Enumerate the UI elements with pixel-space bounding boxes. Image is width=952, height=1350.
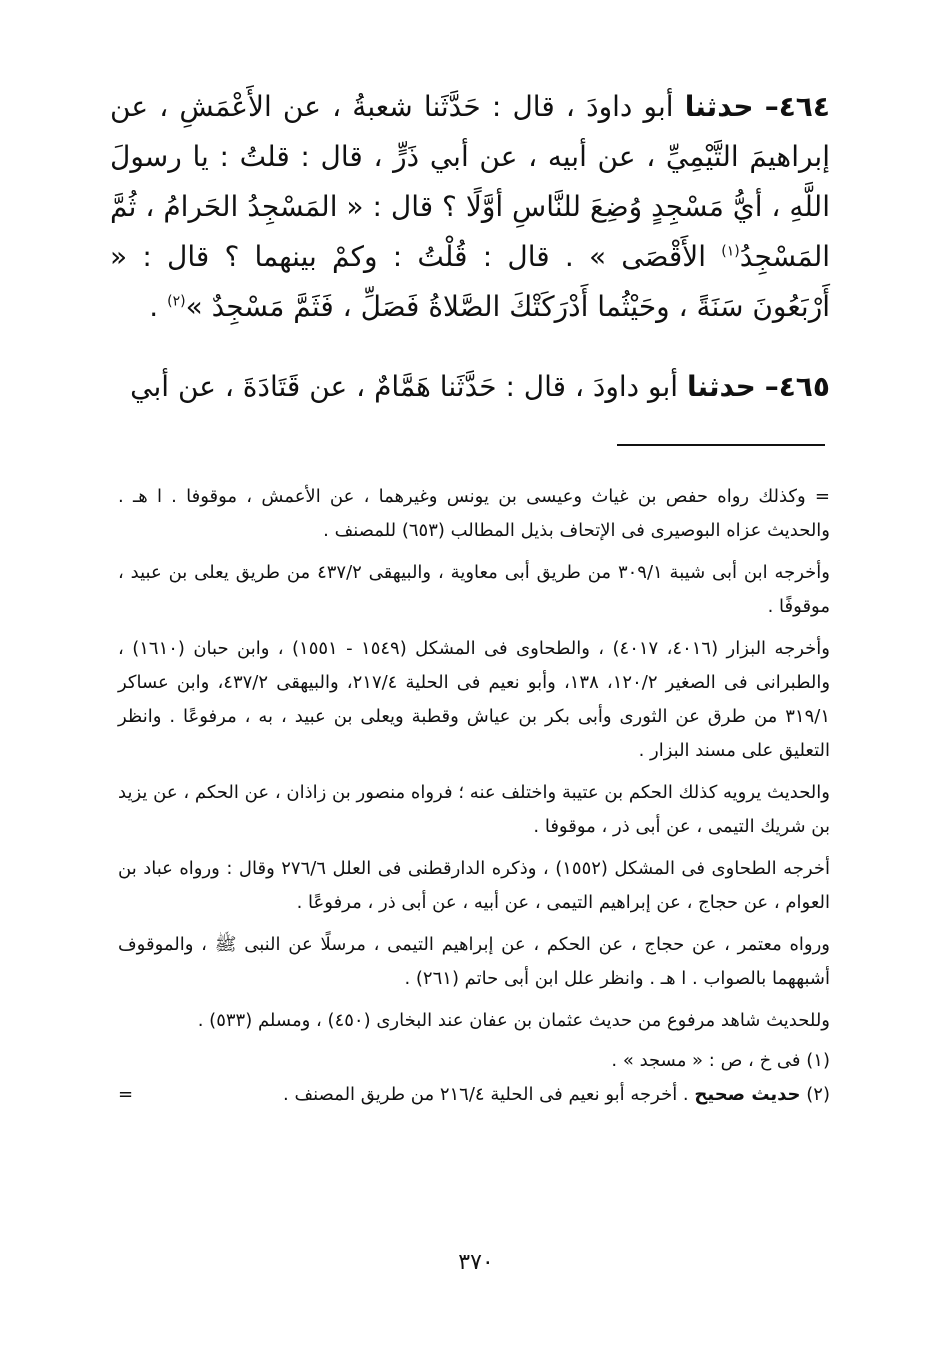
footnote-paragraph: وأخرجه ابن أبى شيبة ٣٠٩/١ من طريق أبى معاوية ، والبيهقى ٤٣٧/٢ من طريق يعلى بن عبيد ، موقوفًا . (118, 562, 831, 617)
hadith-464-text-a: أبو داودَ ، قال : حَدَّثَنا شعبةُ ، عن الأَعْمَشِ ، عن إبراهيمَ التَّيْمِيِّ ، عن أبيه ، عن أبي ذَرٍّ ، قال : قلتُ : يا رسولَ اللَّهِ ، أيُّ مَسْجِدٍ وُضِعَ للنَّاسِ أوَّلًا ؟ قال : « المَسْجِدُ الحَرامُ ، ثُمَّ المَسْجِدُ (110, 90, 830, 273)
footnote-paragraph: والحديث يرويه كذلك الحكم بن عتيبة واختلف عنه ؛ فرواه منصور بن زاذان ، عن الحكم ، عن يزيد بن شريك التيمى ، عن أبى ذر ، موقوفا . (118, 782, 830, 837)
hadith-465-number: ٤٦٥– (764, 370, 830, 403)
hadith-464-number: ٤٦٤– (764, 90, 830, 123)
hadith-465-text: أبو داودَ ، قال : حَدَّثَنا هَمَّامٌ ، عن قَتَادَةَ ، عن أبي (130, 370, 679, 403)
footnote-paragraph: أخرجه الطحاوى فى المشكل (١٥٥٢) ، وذكره الدارقطنى فى العلل ٢٧٦/٦ وقال : ورواه عباد بن العوام ، عن حجاج ، عن إبراهيم التيمى ، عن أبيه ، عن أبى ذر ، مرفوعًا . (118, 858, 830, 913)
footnote-2-grade: حديث صحيح (694, 1084, 801, 1105)
footnote-separator (617, 444, 825, 446)
footnote-ref-1: (١) (721, 243, 740, 260)
footnote-ref-2: (٢) (167, 293, 186, 310)
footnote-2 (118, 1078, 830, 1112)
continuation-mark: = (118, 1084, 134, 1105)
footnote-2-label: (٢) (806, 1084, 830, 1105)
page-number: ٣٧٠ (458, 1250, 494, 1275)
footnote-paragraph: ورواه معتمر ، عن حجاج ، عن الحكم ، عن إبراهيم التيمى ، مرسلًا عن النبى ﷺ ، والموقوف أشبههما بالصواب . ا هـ . وانظر علل ابن أبى حاتم (٢٦١) . (118, 934, 830, 989)
footnote-paragraph: وأخرجه البزار (٤٠١٦، ٤٠١٧) ، والطحاوى فى المشكل (١٥٤٩ - ١٥٥١) ، وابن حبان (١٦١٠) ، والطبرانى فى الصغير ١٢٠/٢، ١٣٨، وأبو نعيم فى الحلية ٢١٧/٤، والبيهقى ٤٣٧/٢، وابن عساكر ٣١٩/١ من طرق عن الثورى وأبى بكر بن عياش وقطبة ويعلى بن عبيد ، به ، مرفوعًا . وانظر التعليق على مسند البزار . (118, 638, 831, 761)
hadith-464-paragraph (110, 82, 830, 332)
footnote-2-text: . أخرجه أبو نعيم فى الحلية ٢١٦/٤ من طريق المصنف . (283, 1084, 689, 1105)
footnote-1: (١) فى خ ، ص : « مسجد » . (611, 1050, 830, 1071)
hadith-465-lead: حدثنا (687, 370, 756, 403)
hadith-464-text-b: الأَقْصَى » . قال : قُلْتُ : وكمْ بينهما ؟ قال : « أَرْبَعُونَ سَنَةً ، وحَيْثُما أَدْرَكَتْكَ الصَّلاةُ فَصَلِّ ، فَثَمَّ مَسْجِدٌ » (110, 240, 830, 323)
hadith-464-text-c: . (149, 290, 168, 323)
hadith-464-lead: حدثنا (684, 90, 754, 123)
footnote-paragraph: = وكذلك رواه حفص بن غياث وعيسى بن يونس وغيرهما ، عن الأعمش ، موقوفا . ا هـ . والحديث عزاه البوصيرى فى الإتحاف بذيل المطالب (٦٥٣) للمصنف . (118, 486, 830, 541)
footnote-paragraph: وللحديث شاهد مرفوع من حديث عثمان بن عفان عند البخارى (٤٥٠) ، ومسلم (٥٣٣) . (197, 1010, 830, 1031)
hadith-465-paragraph (110, 362, 830, 412)
footnotes-section (118, 480, 830, 1112)
